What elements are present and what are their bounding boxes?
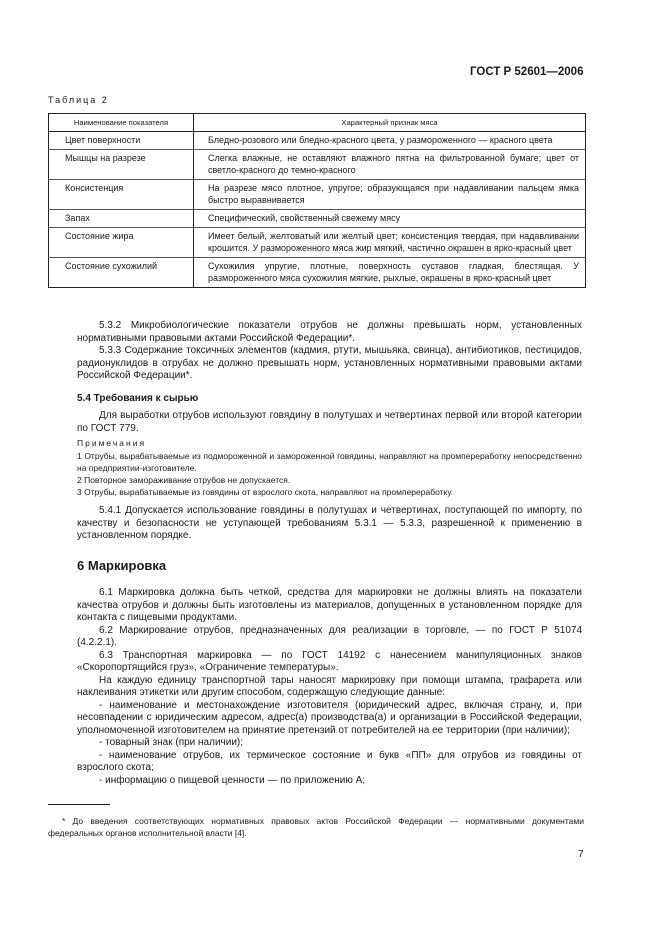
subsection-5-4-heading: 5.4 Требования к сырью xyxy=(77,393,199,404)
clause-6-3-continuation: На каждую единицу транспортной тары наносят маркировку при помощи штампа, трафарета или наклеивания этикетки или другим способом, содержащую следующие данные: xyxy=(77,674,582,698)
indicator-cell: Состояние сухожилий xyxy=(49,258,194,288)
table-row xyxy=(49,150,586,180)
section-6-body xyxy=(77,587,582,787)
indicator-cell: Мышцы на разрезе xyxy=(49,150,194,180)
column-header-indicator: Наименование показателя xyxy=(49,114,194,132)
table-row xyxy=(49,132,586,150)
indicator-cell: Состояние жира xyxy=(49,228,194,258)
table-row xyxy=(49,210,586,228)
list-item: - наименование и местонахождение изготовителя (юридический адрес, включая страну, и, при несовпадении с юридическим адресом, адрес(а) производства(а) и организации в Российской Федерации, уполномоченной изготовителем на принятие претензий от потребителей на ее территории (при наличии); xyxy=(77,699,582,736)
characteristic-cell: Бледно-розового или бледно-красного цвета, у размороженного — красного цвета xyxy=(208,135,553,145)
list-item: - наименование отрубов, их термическое состояние и букв «ПП» для отрубов из говядины от взрослого скота; xyxy=(77,749,582,773)
clause-5-3-2-text: 5.3.2 Микробиологические показатели отрубов не должны превышать норм, установленных нормативными правовыми актами Российской Федерации*. xyxy=(77,320,582,344)
characteristic-cell: Слегка влажные, не оставляют влажного пятна на фильтрованной бумаге; цвет от светло-красного до темно-красного xyxy=(194,150,586,180)
clause-6-3-text: 6.3 Транспортная маркировка — по ГОСТ 14192 с нанесением манипуляционных знаков «Скоропортящийся груз», «Ограничение температуры». xyxy=(77,649,582,673)
page-number: 7 xyxy=(578,849,584,860)
column-header-characteristic: Характерный признак мяса xyxy=(194,114,586,132)
indicator-cell: Цвет поверхности xyxy=(49,132,194,150)
clause-5-4-1 xyxy=(77,505,582,543)
footnote: * До введения соответствующих нормативных правовых актов Российской Федерации — нормативными документами федеральных органов исполнительной власти [4]. xyxy=(48,816,584,838)
clause-5-4 xyxy=(77,410,582,435)
characteristic-cell: Сухожилия упругие, плотные, поверхность суставов гладкая, блестящая. У размороженного мяса сухожилия мягкие, рыхлые, окрашены в ярко-красный цвет xyxy=(194,258,586,288)
indicator-cell: Запах xyxy=(49,210,194,228)
table-header-row xyxy=(49,114,586,132)
clause-5-4-1-text: 5.4.1 Допускается использование говядины в полутушах и четвертинах, поступающей по импорту, по качеству и безопасности не уступающей требованиям 5.3.1 — 5.3.3, разрешенной к применению в установленном порядке. xyxy=(77,505,582,541)
table-row xyxy=(49,180,586,210)
notes-block xyxy=(77,437,582,498)
note-item: 3 Отрубы, вырабатываемые из говядины от взрослого скота, направляют на промпереработку. xyxy=(77,486,454,497)
characteristic-cell: На разрезе мясо плотное, упругое; образующаяся при надавливании пальцем ямка быстро выравнивается xyxy=(194,180,586,210)
section-6-title: 6 Маркировка xyxy=(77,558,167,573)
note-item: 2 Повторное замораживание отрубов не допускается. xyxy=(77,474,291,485)
notes-title: Примечания xyxy=(77,438,147,448)
clause-6-2-text: 6.2 Маркирование отрубов, предназначенных для реализации в торговле, — по ГОСТ Р 51074 (4.2.2.1). xyxy=(77,624,582,648)
table-row xyxy=(49,258,586,288)
indicator-cell: Консистенция xyxy=(49,180,194,210)
table-row xyxy=(49,228,586,258)
clause-5-3-2 xyxy=(77,320,582,383)
list-item: - информацию о пищевой ценности — по приложению А; xyxy=(99,774,366,786)
clause-5-3-3-text: 5.3.3 Содержание токсичных элементов (кадмия, ртути, мышьяка, свинца), антибиотиков, пестицидов, радионуклидов в отрубах не должно превышать норм, установленных нормативными правовыми актами Российской Федерации*. xyxy=(77,345,582,381)
characteristic-cell: Специфический, свойственный свежему мясу xyxy=(194,210,586,228)
footnote-separator xyxy=(48,804,110,805)
characteristics-table xyxy=(48,113,586,288)
document-number: ГОСТ Р 52601—2006 xyxy=(470,66,584,78)
clause-6-1-text: 6.1 Маркировка должна быть четкой, средства для маркировки не должны влиять на показатели качества отрубов и должны быть изготовлены из материалов, допущенных в установленном порядке для контакта с пищевыми продуктами. xyxy=(77,587,582,623)
characteristic-cell: Имеет белый, желтоватый или желтый цвет; консистенция твердая, при надавливании крошится. У размороженного мяса жир мягкий, частично окрашен в ярко-красный цвет xyxy=(194,228,586,258)
note-item: 1 Отрубы, вырабатываемые из подмороженной и замороженной говядины, направляют на промпереработку непосредственно на предприятии-изготовителе. xyxy=(77,450,582,473)
list-item: - товарный знак (при наличии); xyxy=(99,737,244,748)
table-caption: Таблица 2 xyxy=(48,95,109,105)
clause-5-4-text: Для выработки отрубов используют говядину в полутушах и четвертинах первой или второй категории по ГОСТ 779. xyxy=(77,410,582,434)
